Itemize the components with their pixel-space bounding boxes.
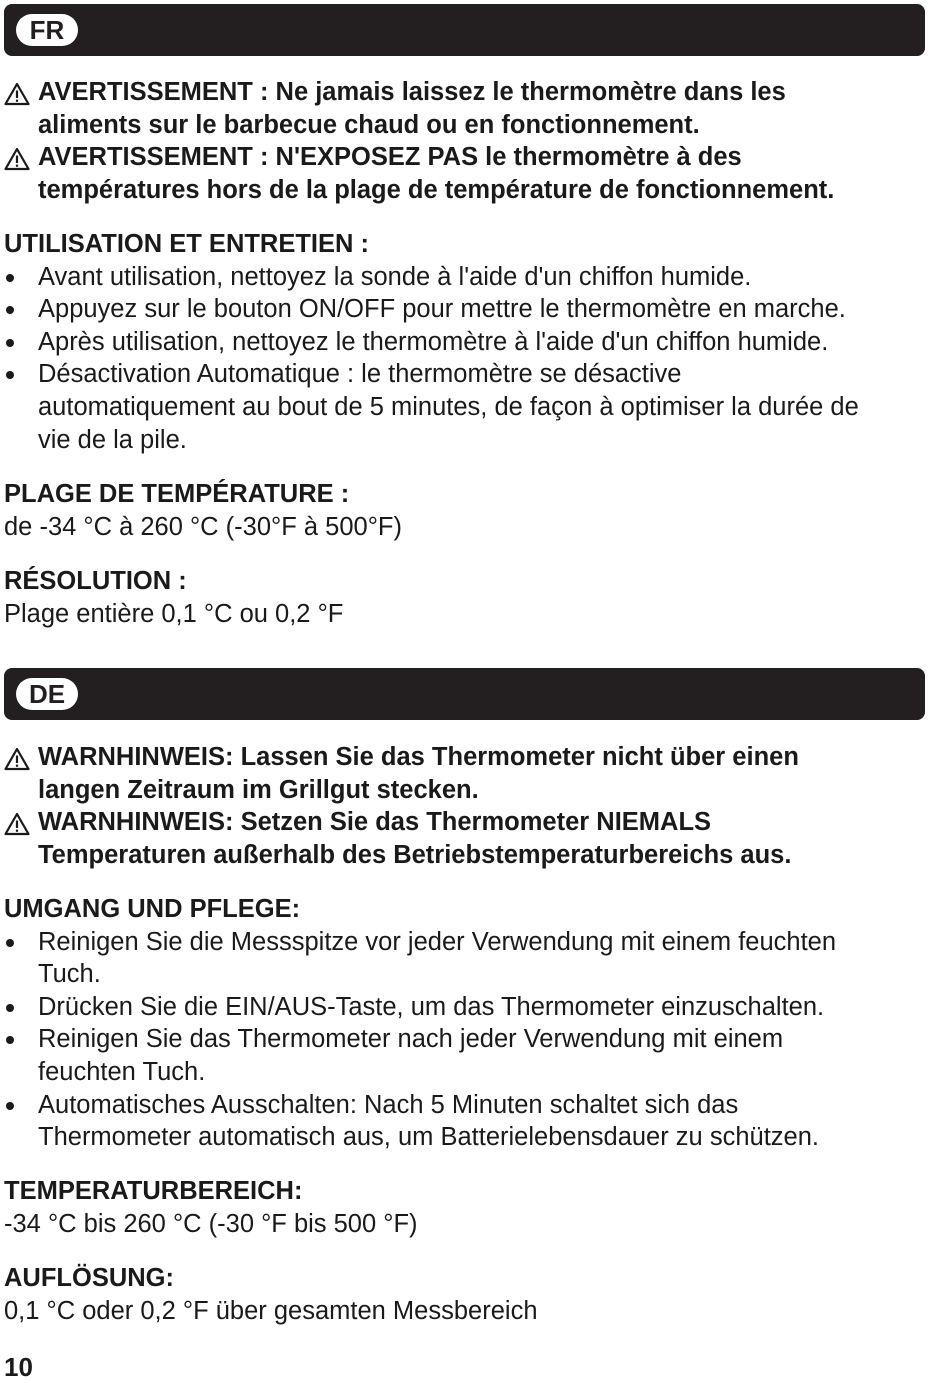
warning-triangle-icon: [4, 82, 30, 106]
de-warnings: [4, 741, 924, 871]
warning-triangle-icon: [4, 147, 30, 171]
de-warning-1: WARNHINWEIS: Lassen Sie das Thermometer nicht über einen langen Zeitraum im Grillgut stecken.: [4, 741, 924, 806]
warning-triangle-icon: [4, 812, 30, 836]
list-item: Drücken Sie die EIN/AUS-Taste, um das Thermometer einzuschalten.: [4, 991, 924, 1024]
de-resolution-value: 0,1 °C oder 0,2 °F über gesamten Messbereich: [4, 1296, 538, 1325]
bullet-dot: [6, 1004, 14, 1012]
de-resolution-heading: AUFLÖSUNG:: [4, 1264, 174, 1292]
list-item: Automatisches Ausschalten: Nach 5 Minuten schaltet sich das Thermometer automatisch aus, um Batterielebensdauer zu schützen.: [4, 1089, 924, 1154]
de-warning-2: WARNHINWEIS: Setzen Sie das Thermometer NIEMALS Temperaturen außerhalb des Betriebstemperaturbereichs aus.: [4, 806, 924, 871]
fr-usage-section: [4, 228, 924, 456]
lang-badge-fr: FR: [16, 14, 78, 46]
de-range-heading: TEMPERATURBEREICH:: [4, 1177, 303, 1205]
de-resolution-section: [4, 1262, 924, 1327]
list-item: Avant utilisation, nettoyez la sonde à l'aide d'un chiffon humide.: [4, 261, 924, 294]
fr-range-section: [4, 478, 924, 543]
bullet-dot: [6, 1102, 14, 1110]
list-item: Reinigen Sie das Thermometer nach jeder Verwendung mit einem feuchten Tuch.: [4, 1023, 924, 1088]
list-item: Appuyez sur le bouton ON/OFF pour mettre le thermomètre en marche.: [4, 293, 924, 326]
de-range-value: -34 °C bis 260 °C (-30 °F bis 500 °F): [4, 1209, 418, 1238]
fr-warning-2: AVERTISSEMENT : N'EXPOSEZ PAS le thermomètre à des températures hors de la plage de température de fonctionnement.: [4, 141, 924, 206]
warning-triangle-icon: [4, 747, 30, 771]
fr-range-value: de -34 °C à 260 °C (-30°F à 500°F): [4, 512, 402, 541]
lang-bar-de: [4, 668, 925, 720]
list-item: Reinigen Sie die Messspitze vor jeder Verwendung mit einem feuchten Tuch.: [4, 926, 924, 991]
fr-warning-1: AVERTISSEMENT : Ne jamais laissez le thermomètre dans les aliments sur le barbecue chaud ou en fonctionnement.: [4, 76, 924, 141]
bullet-dot: [6, 306, 14, 314]
fr-resolution-heading: RÉSOLUTION :: [4, 567, 187, 595]
bullet-dot: [6, 274, 14, 282]
bullet-dot: [6, 339, 14, 347]
de-usage-heading: UMGANG UND PFLEGE:: [4, 895, 301, 923]
bullet-dot: [6, 939, 14, 947]
fr-warnings: [4, 76, 924, 206]
fr-range-heading: PLAGE DE TEMPÉRATURE :: [4, 480, 350, 508]
page-number: 10: [4, 1352, 33, 1382]
fr-resolution-section: [4, 565, 924, 630]
list-item: Désactivation Automatique : le thermomètre se désactive automatiquement au bout de 5 minutes, de façon à optimiser la durée de vie de la pile.: [4, 358, 924, 456]
lang-badge-de: DE: [16, 678, 78, 710]
fr-resolution-value: Plage entière 0,1 °C ou 0,2 °F: [4, 599, 344, 628]
de-range-section: [4, 1175, 924, 1240]
list-item: Après utilisation, nettoyez le thermomètre à l'aide d'un chiffon humide.: [4, 326, 924, 359]
bullet-dot: [6, 371, 14, 379]
bullet-dot: [6, 1036, 14, 1044]
lang-bar-fr: [4, 4, 925, 56]
fr-usage-heading: UTILISATION ET ENTRETIEN :: [4, 230, 370, 258]
de-usage-section: [4, 893, 924, 1154]
